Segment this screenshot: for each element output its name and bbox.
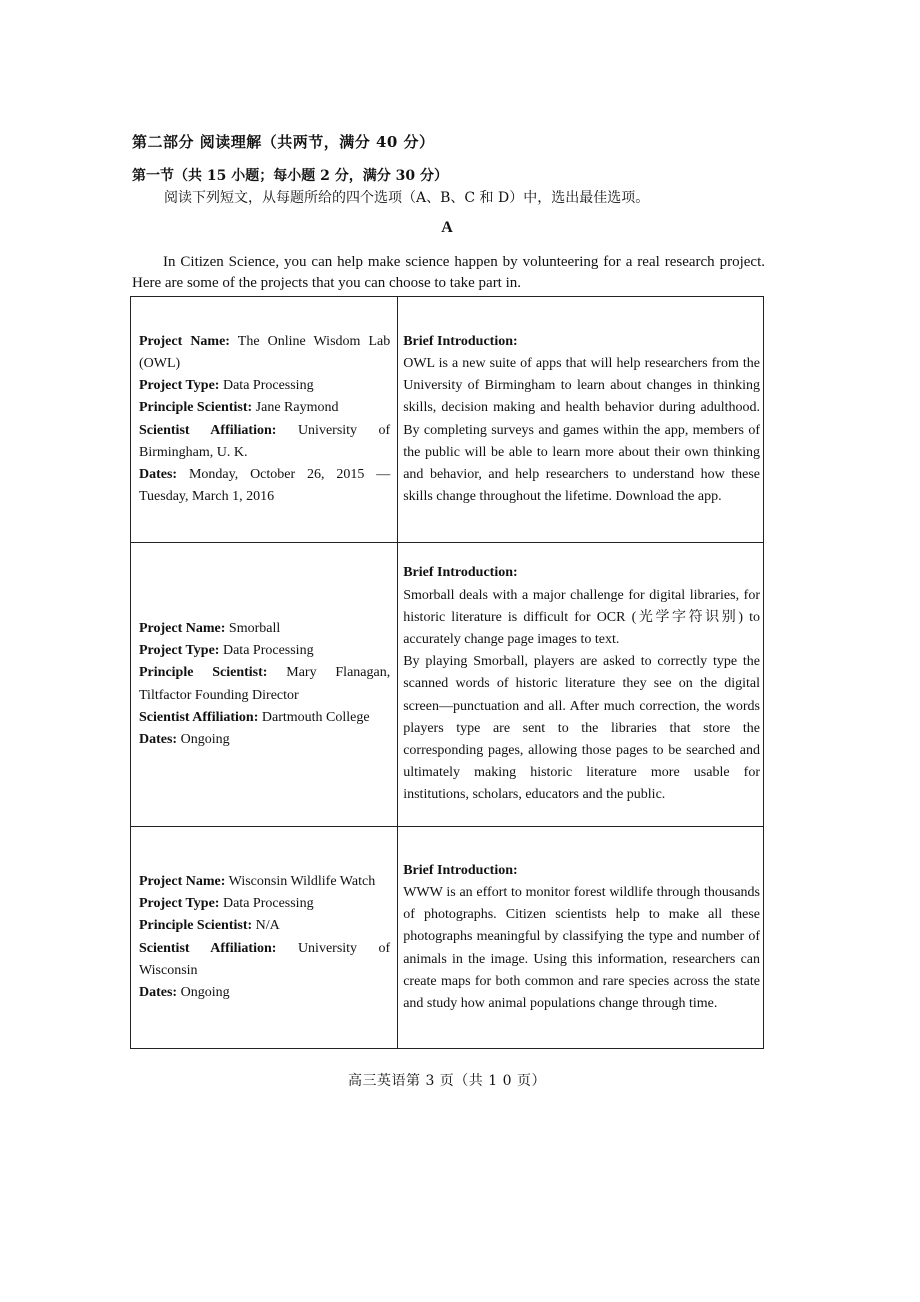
brief-introduction-cell: [398, 827, 764, 1049]
project-details-cell: [131, 543, 398, 827]
project-type-value: Data Processing: [222, 896, 314, 912]
brief-introduction-label: Brief Introduction:: [403, 862, 518, 878]
project-type-value: Data Processing: [222, 643, 314, 659]
brief-introduction-label: Brief Introduction:: [403, 333, 518, 349]
affiliation-label: Scientist Affiliation:: [139, 940, 277, 956]
passage-intro: In Citizen Science, you can help make science happen by volunteering for a real research project. Here are some of the projects that you can choose to take part in.: [132, 254, 765, 291]
scientist-line: [139, 662, 390, 706]
dates-value: Ongoing: [180, 984, 230, 1000]
dates-line: [139, 729, 390, 751]
brief-introduction-label: Brief Introduction:: [403, 565, 518, 581]
scientist-value: N/A: [255, 918, 280, 934]
affiliation-line: [139, 707, 390, 729]
table-row: [131, 827, 764, 1049]
project-details-cell: [131, 827, 398, 1049]
brief-paragraph: Smorball deals with a major challenge for digital libraries, for historic literature is difficult for OCR (光学字符识别) to accurately change page images to text.: [403, 587, 760, 647]
project-type-label: Project Type:: [139, 378, 220, 394]
project-name-label: Project Name:: [139, 620, 226, 636]
project-name-label: Project Name:: [139, 873, 226, 889]
affiliation-value: Dartmouth College: [261, 709, 370, 725]
part-title: 第二部分 阅读理解（共两节，满分 40 分）: [132, 133, 435, 151]
dates-value: Ongoing: [180, 731, 230, 747]
affiliation-label: Scientist Affiliation:: [139, 422, 277, 438]
dates-label: Dates:: [139, 466, 178, 482]
page-footer: 高三英语第 3 页（共 1 0 页）: [348, 1073, 546, 1089]
project-type-label: Project Type:: [139, 643, 220, 659]
project-type-line: [139, 640, 390, 662]
brief-introduction-cell: [398, 297, 764, 543]
scientist-line: [139, 915, 390, 937]
scientist-value: Mary Flanagan, Tiltfactor Founding Director: [139, 665, 391, 703]
affiliation-value: University of Birmingham, U. K.: [139, 422, 391, 460]
project-name-label: Project Name:: [139, 333, 230, 349]
projects-table-wrapper: [130, 296, 764, 1049]
project-name-value: The Online Wisdom Lab (OWL): [139, 333, 391, 371]
projects-table: [130, 296, 764, 1049]
project-name-line: [139, 331, 390, 375]
project-type-line: [139, 375, 390, 397]
project-name-line: [139, 871, 390, 893]
dates-line: [139, 982, 390, 1004]
section-title: 第一节（共 15 小题；每小题 2 分，满分 30 分）: [132, 168, 448, 184]
dates-value: Monday, October 26, 2015 — Tuesday, March 1, 2016: [139, 466, 391, 505]
brief-introduction-cell: [398, 543, 764, 827]
table-row: [131, 543, 764, 827]
passage-label: A: [441, 219, 453, 236]
project-details-cell: [131, 297, 398, 543]
dates-label: Dates:: [139, 731, 178, 747]
project-type-line: [139, 893, 390, 915]
scientist-value: Jane Raymond: [255, 400, 339, 416]
affiliation-value: University of Wisconsin: [139, 940, 391, 978]
brief-paragraph: By playing Smorball, players are asked to correctly type the scanned words of historic literature they see on the digital screen—punctuation and all. After much correction, the words players type are sent to the libraries that store the corresponding pages, allowing those pages to be searched and ultimately making historic literature more usable for institutions, scholars, educators and the public.: [403, 654, 760, 803]
instruction-text: 阅读下列短文，从每题所给的四个选项（A、B、C 和 D）中，选出最佳选项。: [164, 190, 650, 206]
affiliation-label: Scientist Affiliation:: [139, 709, 259, 725]
project-type-label: Project Type:: [139, 896, 220, 912]
scientist-label: Principle Scientist:: [139, 400, 253, 416]
affiliation-line: [139, 420, 390, 464]
scientist-line: [139, 397, 390, 419]
dates-line: [139, 464, 390, 508]
scientist-label: Principle Scientist:: [139, 918, 253, 934]
project-type-value: Data Processing: [222, 378, 314, 394]
dates-label: Dates:: [139, 984, 178, 1000]
affiliation-line: [139, 938, 390, 982]
project-name-value: Wisconsin Wildlife Watch: [228, 873, 376, 889]
scientist-label: Principle Scientist:: [139, 665, 268, 681]
brief-paragraph: WWW is an effort to monitor forest wildlife through thousands of photographs. Citizen scientists help to make all these photographs meaningful by classifying the type and number of animals in the image. Using this information, researchers can create maps for both common and rare species across the state and study how animal populations change through time.: [403, 884, 760, 1011]
project-name-value: Smorball: [228, 620, 281, 636]
project-name-line: [139, 618, 390, 640]
brief-paragraph: OWL is a new suite of apps that will help researchers from the University of Birmingham to learn about changes in thinking skills, decision making and health behavior during adulthood. By completing surveys and games within the app, members of the public will be able to learn more about their own thinking and behavior, and help researchers to understand how these skills change throughout the lifetime. Download the app.: [403, 355, 760, 505]
table-row: [131, 297, 764, 543]
